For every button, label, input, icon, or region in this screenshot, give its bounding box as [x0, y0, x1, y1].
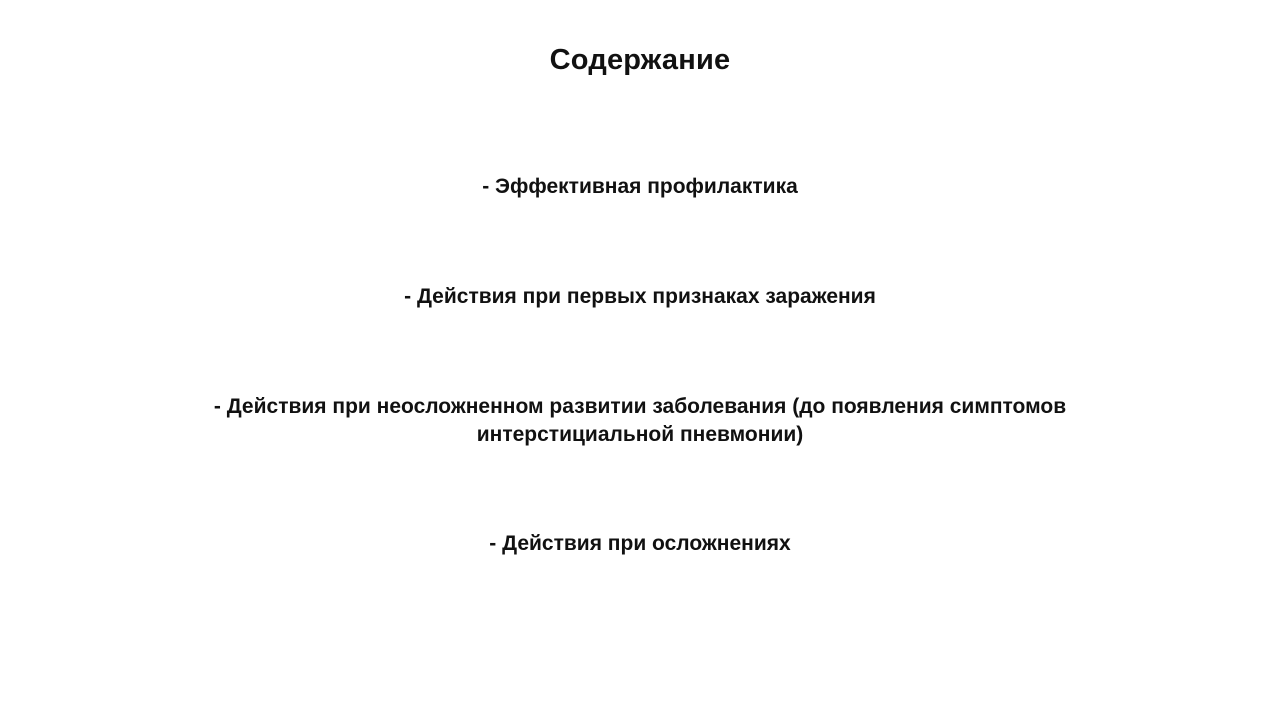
contents-item-uncomplicated: - Действия при неосложненном развитии заболевания (до появления симптомов интерстициальной пневмонии) [213, 395, 1067, 446]
contents-item-prevention: - Эффективная профилактика [482, 175, 798, 198]
contents-item-first-signs: - Действия при первых признаках заражения [404, 285, 876, 308]
slide-title: Содержание [549, 44, 731, 76]
contents-item-complications: - Действия при осложнениях [489, 532, 791, 555]
